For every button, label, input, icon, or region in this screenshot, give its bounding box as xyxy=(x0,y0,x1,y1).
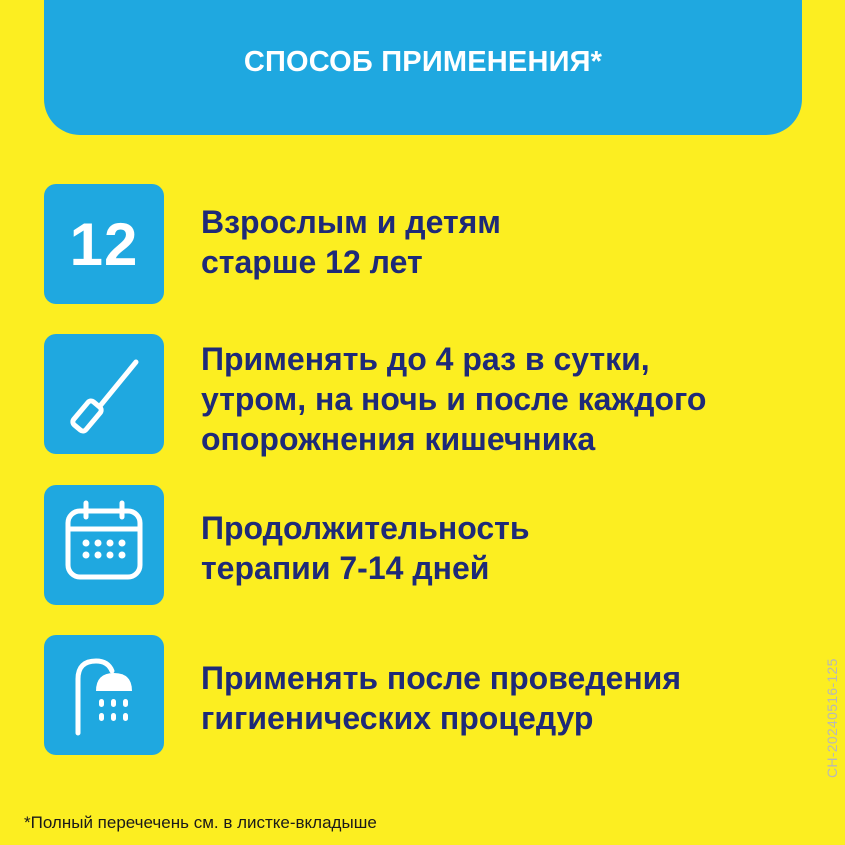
item-line: утром, на ночь и после каждого xyxy=(201,381,707,417)
usage-item-age xyxy=(201,202,801,282)
calendar-icon xyxy=(44,485,164,605)
usage-item-duration xyxy=(201,508,801,588)
usage-item-frequency xyxy=(201,339,801,459)
page-title: СПОСОБ ПРИМЕНЕНИЯ* xyxy=(243,46,603,78)
footnote: *Полный перечечень см. в листке-вкладыше xyxy=(24,813,377,832)
item-line: терапии 7-14 дней xyxy=(201,550,490,586)
item-line: Применять после проведения xyxy=(201,660,682,696)
shower-icon xyxy=(44,635,164,755)
age-number: 12 xyxy=(69,210,139,278)
item-line: Взрослым и детям xyxy=(201,204,501,240)
item-line: гигиенических процедур xyxy=(201,700,594,736)
applicator-icon xyxy=(44,334,164,454)
item-line: Применять до 4 раз в сутки, xyxy=(201,341,650,377)
age-12-icon xyxy=(44,184,164,304)
item-line: старше 12 лет xyxy=(201,244,423,280)
item-line: опорожнения кишечника xyxy=(201,421,596,457)
item-line: Продолжительность xyxy=(201,510,530,546)
document-code: CH-20240516-125 xyxy=(824,658,840,778)
header-banner xyxy=(44,0,802,135)
usage-item-hygiene xyxy=(201,658,801,738)
